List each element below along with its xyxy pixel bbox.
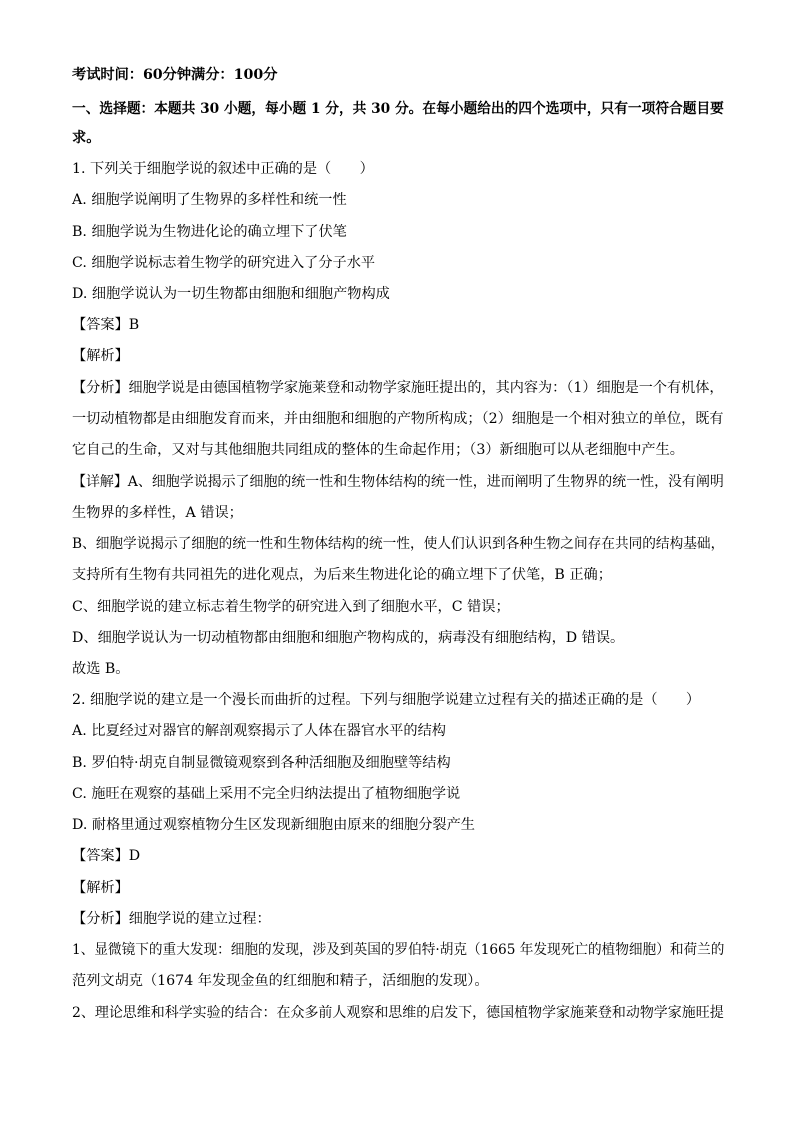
question-1-conclusion: 故选 B。 — [72, 661, 130, 677]
question-2-analysis-label: 【解析】 — [72, 880, 129, 896]
question-1-analysis-line: 【详解】A、细胞学说揭示了细胞的统一性和生物体结构的统一性，进而阐明了生物界的统一性，没有阐明 — [72, 474, 724, 490]
exam-info: 考试时间：60分钟满分：100分 — [72, 67, 278, 83]
question-2-option-d: D. 耐格里通过观察植物分生区发现新细胞由原来的细胞分裂产生 — [72, 817, 475, 833]
section-header-line-2: 求。 — [72, 130, 101, 146]
question-2-stem: 2. 细胞学说的建立是一个漫长而曲折的过程。下列与细胞学说建立过程有关的描述正确的是（ ） — [72, 692, 701, 708]
question-1-answer: 【答案】B — [72, 317, 140, 333]
question-1-analysis-line: D、细胞学说认为一切动植物都由细胞和细胞产物构成的，病毒没有细胞结构，D 错误。 — [72, 630, 625, 646]
question-1-analysis-line: 一切动植物都是由细胞发育而来，并由细胞和细胞的产物所构成；（2）细胞是一个相对独立的单位，既有 — [72, 411, 724, 427]
question-1-analysis-line: B、细胞学说揭示了细胞的统一性和生物体结构的统一性，使人们认识到各种生物之间存在共同的结构基础， — [72, 536, 725, 552]
question-2-analysis-line: 【分析】细胞学说的建立过程： — [72, 911, 271, 927]
question-1-analysis-line: 【分析】细胞学说是由德国植物学家施莱登和动物学家施旺提出的，其内容为：（1）细胞是一个有机体， — [72, 380, 724, 396]
question-2-analysis-line: 范列文胡克（1674 年发现金鱼的红细胞和精子，活细胞的发现）。 — [72, 973, 489, 989]
question-2-option-a: A. 比夏经过对器官的解剖观察揭示了人体在器官水平的结构 — [72, 723, 446, 739]
question-1-stem: 1. 下列关于细胞学说的叙述中正确的是（ ） — [72, 161, 374, 177]
question-2-analysis-line: 2、理论思维和科学实验的结合：在众多前人观察和思维的启发下，德国植物学家施莱登和动物学家施旺提 — [72, 1005, 724, 1021]
question-2-answer: 【答案】D — [72, 848, 141, 864]
question-2-option-b: B. 罗伯特·胡克自制显微镜观察到各种活细胞及细胞壁等结构 — [72, 755, 451, 771]
question-2-analysis-line: 1、显微镜下的重大发现：细胞的发现，涉及到英国的罗伯特·胡克（1665 年发现死亡的植物细胞）和荷兰的 — [72, 942, 725, 958]
question-1-option-d: D. 细胞学说认为一切生物都由细胞和细胞产物构成 — [72, 286, 390, 302]
question-1-analysis-line: 支持所有生物有共同祖先的进化观点，为后来生物进化论的确立埋下了伏笔，B 正确； — [72, 567, 612, 583]
question-1-analysis-line: 生物界的多样性，A 错误； — [72, 505, 243, 521]
question-1-analysis-label: 【解析】 — [72, 348, 129, 364]
section-header-line-1: 一、选择题：本题共 30 小题，每小题 1 分，共 30 分。在每小题给出的四个选项中，只有一项符合题目要 — [72, 101, 724, 117]
question-1-option-c: C. 细胞学说标志着生物学的研究进入了分子水平 — [72, 255, 376, 271]
question-1-analysis-line: C、细胞学说的建立标志着生物学的研究进入到了细胞水平，C 错误； — [72, 599, 510, 615]
question-2-option-c: C. 施旺在观察的基础上采用不完全归纳法提出了植物细胞学说 — [72, 786, 461, 802]
question-1-option-a: A. 细胞学说阐明了生物界的多样性和统一性 — [72, 192, 347, 208]
question-1-option-b: B. 细胞学说为生物进化论的确立埋下了伏笔 — [72, 224, 347, 240]
question-1-analysis-line: 它自己的生命，又对与其他细胞共同组成的整体的生命起作用；（3）新细胞可以从老细胞中产生。 — [72, 442, 684, 458]
